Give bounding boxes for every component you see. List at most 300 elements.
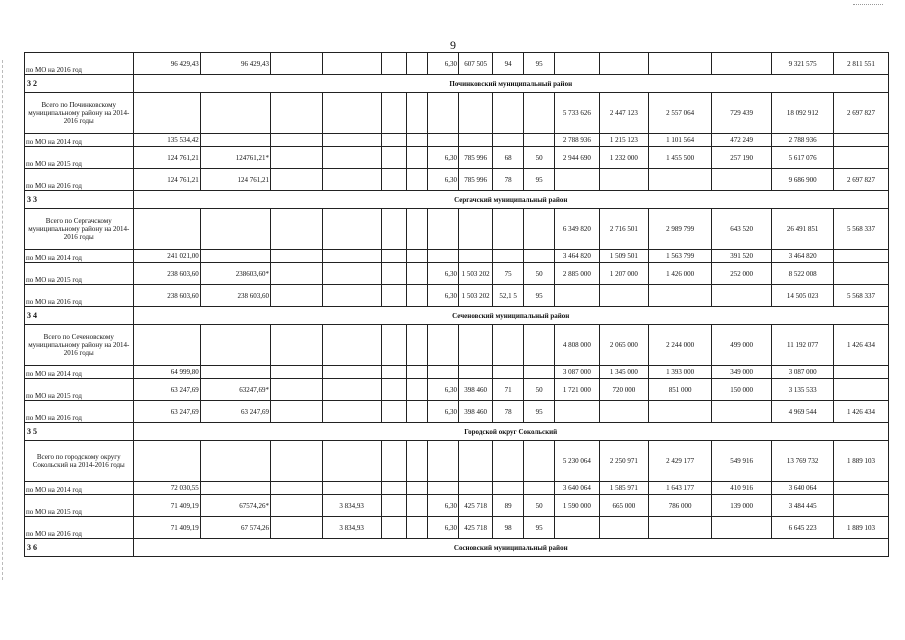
empty-cell [200, 93, 270, 134]
cell-v1: 241 021,00 [133, 250, 200, 263]
total-c13: 2 244 000 [649, 325, 712, 366]
cell-c10 [524, 482, 555, 495]
section-row [25, 307, 889, 325]
cell-v2: 67 574,26 [200, 517, 270, 539]
cell-c7 [428, 482, 459, 495]
total-c15: 26 491 851 [772, 209, 834, 250]
row-label: по МО на 2016 год [25, 285, 134, 307]
cell-c5 [381, 482, 407, 495]
total-c12: 2 716 501 [599, 209, 649, 250]
empty-cell [270, 209, 322, 250]
cell-c9: 94 [493, 53, 524, 75]
cell-c14: 410 916 [712, 482, 772, 495]
cell-c16: 1 426 434 [834, 401, 889, 423]
empty-cell [493, 209, 524, 250]
total-c16: 1 426 434 [834, 325, 889, 366]
section-title: Сосновский муниципальный район [133, 539, 888, 557]
total-c12: 2 250 971 [599, 441, 649, 482]
cell-c9: 71 [493, 379, 524, 401]
cell-c12 [599, 53, 649, 75]
cell-c6 [407, 169, 428, 191]
total-c14: 499 000 [712, 325, 772, 366]
cell-c12 [599, 517, 649, 539]
empty-cell [428, 441, 459, 482]
cell-c11: 2 885 000 [555, 263, 599, 285]
cell-c7: 6,30 [428, 263, 459, 285]
cell-c11: 1 721 000 [555, 379, 599, 401]
section-title: Сергачский муниципальный район [133, 191, 888, 209]
cell-c14 [712, 169, 772, 191]
cell-c6 [407, 134, 428, 147]
cell-c11 [555, 401, 599, 423]
section-row [25, 191, 889, 209]
empty-cell [322, 325, 381, 366]
row-label: по МО на 2014 год [25, 250, 134, 263]
empty-cell [407, 325, 428, 366]
table-row [25, 263, 889, 285]
total-c15: 11 192 077 [772, 325, 834, 366]
row-label: по МО на 2016 год [25, 169, 134, 191]
cell-c16: 2 697 827 [834, 169, 889, 191]
cell-c4: 3 834,93 [322, 495, 381, 517]
cell-v2: 124761,21* [200, 147, 270, 169]
cell-c12 [599, 401, 649, 423]
cell-c14: 391 520 [712, 250, 772, 263]
cell-v1: 135 534,42 [133, 134, 200, 147]
cell-c6 [407, 263, 428, 285]
cell-c10: 95 [524, 53, 555, 75]
cell-c9: 89 [493, 495, 524, 517]
cell-c15: 2 788 936 [772, 134, 834, 147]
total-row [25, 441, 889, 482]
cell-c16: 1 889 103 [834, 517, 889, 539]
cell-c12: 665 000 [599, 495, 649, 517]
cell-c6 [407, 147, 428, 169]
section-title: Сеченовский муниципальный район [133, 307, 888, 325]
empty-cell [428, 93, 459, 134]
cell-c9: 68 [493, 147, 524, 169]
cell-c14: 252 000 [712, 263, 772, 285]
empty-cell [493, 325, 524, 366]
cell-c6 [407, 482, 428, 495]
cell-c5 [381, 263, 407, 285]
cell-c14: 139 000 [712, 495, 772, 517]
section-row [25, 539, 889, 557]
cell-c7: 6,30 [428, 379, 459, 401]
cell-c9 [493, 482, 524, 495]
total-c14: 729 439 [712, 93, 772, 134]
cell-c15: 4 969 544 [772, 401, 834, 423]
cell-c11 [555, 517, 599, 539]
empty-cell [270, 441, 322, 482]
cell-c4 [322, 401, 381, 423]
cell-c10 [524, 250, 555, 263]
cell-c6 [407, 379, 428, 401]
cell-c10 [524, 366, 555, 379]
cell-c7: 6,30 [428, 401, 459, 423]
cell-c12: 720 000 [599, 379, 649, 401]
total-c15: 18 092 912 [772, 93, 834, 134]
row-label: по МО на 2014 год [25, 482, 134, 495]
section-row [25, 423, 889, 441]
cell-c12: 1 509 501 [599, 250, 649, 263]
table-row [25, 517, 889, 539]
cell-c13 [649, 401, 712, 423]
cell-c4 [322, 482, 381, 495]
table-row [25, 482, 889, 495]
total-c16: 1 889 103 [834, 441, 889, 482]
cell-c8: 785 996 [459, 147, 493, 169]
total-c14: 643 520 [712, 209, 772, 250]
cell-v1: 71 409,19 [133, 517, 200, 539]
cell-c8: 1 503 202 [459, 285, 493, 307]
cell-c3 [270, 263, 322, 285]
empty-cell [524, 325, 555, 366]
total-c12: 2 447 123 [599, 93, 649, 134]
cell-v1: 96 429,43 [133, 53, 200, 75]
cell-c6 [407, 401, 428, 423]
cell-c12: 1 215 123 [599, 134, 649, 147]
cell-v2: 238 603,60 [200, 285, 270, 307]
cell-c6 [407, 495, 428, 517]
cell-v1: 64 999,80 [133, 366, 200, 379]
cell-c15: 6 645 223 [772, 517, 834, 539]
total-c11: 4 808 000 [555, 325, 599, 366]
cell-c13 [649, 53, 712, 75]
cell-c11 [555, 53, 599, 75]
cell-c4 [322, 285, 381, 307]
cell-c13 [649, 285, 712, 307]
cell-c15: 9 686 900 [772, 169, 834, 191]
total-label: Всего по городскому округу Сокольский на 2014-2016 годы [25, 441, 134, 482]
section-code: 3 3 [25, 191, 134, 209]
cell-c7: 6,30 [428, 517, 459, 539]
cell-v1: 238 603,60 [133, 285, 200, 307]
table-row [25, 169, 889, 191]
total-row [25, 93, 889, 134]
cell-c15: 9 321 575 [772, 53, 834, 75]
cell-c9: 75 [493, 263, 524, 285]
cell-c5 [381, 250, 407, 263]
cell-v2: 63247,69* [200, 379, 270, 401]
cell-c6 [407, 285, 428, 307]
section-code: 3 5 [25, 423, 134, 441]
empty-cell [322, 209, 381, 250]
cell-c16 [834, 366, 889, 379]
cell-c4 [322, 169, 381, 191]
cell-c5 [381, 147, 407, 169]
scan-left-edge [2, 60, 3, 580]
cell-v2: 96 429,43 [200, 53, 270, 75]
section-title: Починковский муниципальный район [133, 75, 888, 93]
cell-v1: 124 761,21 [133, 147, 200, 169]
cell-c16: 2 811 551 [834, 53, 889, 75]
cell-v1: 124 761,21 [133, 169, 200, 191]
cell-c9: 78 [493, 401, 524, 423]
empty-cell [200, 209, 270, 250]
total-c11: 6 349 820 [555, 209, 599, 250]
cell-c8: 398 460 [459, 401, 493, 423]
total-label: Всего по Сеченовскому муниципальному району на 2014-2016 годы [25, 325, 134, 366]
section-title: Городской округ Сокольский [133, 423, 888, 441]
cell-c16 [834, 147, 889, 169]
empty-cell [428, 209, 459, 250]
table-row [25, 379, 889, 401]
cell-c4 [322, 366, 381, 379]
empty-cell [459, 209, 493, 250]
cell-c7: 6,30 [428, 53, 459, 75]
row-label: по МО на 2015 год [25, 147, 134, 169]
cell-v1: 63 247,69 [133, 379, 200, 401]
cell-c16: 5 568 337 [834, 285, 889, 307]
cell-c11 [555, 285, 599, 307]
cell-c16 [834, 134, 889, 147]
cell-c8 [459, 482, 493, 495]
cell-c12: 1 585 971 [599, 482, 649, 495]
empty-cell [322, 441, 381, 482]
cell-c5 [381, 53, 407, 75]
cell-c4 [322, 147, 381, 169]
cell-v2 [200, 250, 270, 263]
empty-cell [524, 441, 555, 482]
page-number: 9 [450, 38, 456, 52]
cell-c12: 1 345 000 [599, 366, 649, 379]
cell-c3 [270, 495, 322, 517]
cell-c14: 472 249 [712, 134, 772, 147]
cell-v1: 72 030,55 [133, 482, 200, 495]
empty-cell [459, 325, 493, 366]
cell-c6 [407, 366, 428, 379]
cell-c13 [649, 169, 712, 191]
cell-c8: 1 503 202 [459, 263, 493, 285]
cell-c15: 3 640 064 [772, 482, 834, 495]
cell-c8 [459, 134, 493, 147]
section-code: 3 2 [25, 75, 134, 93]
row-label: по МО на 2016 год [25, 401, 134, 423]
cell-c10: 95 [524, 517, 555, 539]
total-label: Всего по Починковскому муниципальному району на 2014-2016 годы [25, 93, 134, 134]
cell-c13: 1 101 564 [649, 134, 712, 147]
section-row [25, 75, 889, 93]
cell-c7 [428, 134, 459, 147]
cell-c9: 98 [493, 517, 524, 539]
cell-v2 [200, 366, 270, 379]
cell-c5 [381, 366, 407, 379]
total-c13: 2 557 064 [649, 93, 712, 134]
cell-c7: 6,30 [428, 495, 459, 517]
empty-cell [381, 441, 407, 482]
empty-cell [459, 93, 493, 134]
empty-cell [381, 209, 407, 250]
empty-cell [524, 209, 555, 250]
empty-cell [407, 441, 428, 482]
cell-c3 [270, 250, 322, 263]
table-row [25, 366, 889, 379]
cell-c13 [649, 517, 712, 539]
cell-c14 [712, 285, 772, 307]
total-c13: 2 429 177 [649, 441, 712, 482]
cell-c7 [428, 366, 459, 379]
table-row [25, 401, 889, 423]
empty-cell [459, 441, 493, 482]
empty-cell [428, 325, 459, 366]
cell-c6 [407, 53, 428, 75]
empty-cell [133, 325, 200, 366]
cell-c16 [834, 379, 889, 401]
cell-v1: 238 603,60 [133, 263, 200, 285]
empty-cell [322, 93, 381, 134]
cell-c9 [493, 366, 524, 379]
row-label: по МО на 2016 год [25, 517, 134, 539]
total-c13: 2 989 799 [649, 209, 712, 250]
cell-c3 [270, 379, 322, 401]
cell-v1: 71 409,19 [133, 495, 200, 517]
cell-c13: 786 000 [649, 495, 712, 517]
cell-c13: 1 643 177 [649, 482, 712, 495]
cell-c5 [381, 134, 407, 147]
total-row [25, 209, 889, 250]
cell-c10: 95 [524, 401, 555, 423]
row-label: по МО на 2016 год [25, 53, 134, 75]
cell-c7: 6,30 [428, 147, 459, 169]
cell-c9 [493, 134, 524, 147]
cell-c11: 3 087 000 [555, 366, 599, 379]
empty-cell [493, 441, 524, 482]
cell-c9: 78 [493, 169, 524, 191]
cell-c8: 785 996 [459, 169, 493, 191]
cell-c14: 349 000 [712, 366, 772, 379]
total-c12: 2 065 000 [599, 325, 649, 366]
cell-c9 [493, 250, 524, 263]
empty-cell [524, 93, 555, 134]
cell-c10: 95 [524, 169, 555, 191]
cell-v2 [200, 134, 270, 147]
cell-c8 [459, 366, 493, 379]
cell-v2: 238603,60* [200, 263, 270, 285]
cell-c13: 1 455 500 [649, 147, 712, 169]
cell-c14: 257 190 [712, 147, 772, 169]
total-c11: 5 733 626 [555, 93, 599, 134]
total-row [25, 325, 889, 366]
cell-c12: 1 232 000 [599, 147, 649, 169]
cell-c12 [599, 285, 649, 307]
cell-c10: 50 [524, 147, 555, 169]
cell-c15: 3 087 000 [772, 366, 834, 379]
cell-c10: 50 [524, 263, 555, 285]
cell-c13: 1 393 000 [649, 366, 712, 379]
cell-c3 [270, 169, 322, 191]
cell-c5 [381, 401, 407, 423]
cell-c14: 150 000 [712, 379, 772, 401]
total-c14: 549 916 [712, 441, 772, 482]
cell-c4 [322, 53, 381, 75]
empty-cell [270, 325, 322, 366]
table-row [25, 495, 889, 517]
table-row [25, 285, 889, 307]
cell-c4: 3 834,93 [322, 517, 381, 539]
row-label: по МО на 2014 год [25, 134, 134, 147]
cell-c8: 398 460 [459, 379, 493, 401]
cell-c4 [322, 263, 381, 285]
cell-c15: 14 505 023 [772, 285, 834, 307]
empty-cell [407, 93, 428, 134]
empty-cell [407, 209, 428, 250]
section-code: 3 6 [25, 539, 134, 557]
cell-c13: 1 563 799 [649, 250, 712, 263]
cell-c5 [381, 379, 407, 401]
table-row [25, 134, 889, 147]
empty-cell [133, 441, 200, 482]
cell-c12: 1 207 000 [599, 263, 649, 285]
cell-c6 [407, 517, 428, 539]
cell-c4 [322, 250, 381, 263]
cell-c3 [270, 517, 322, 539]
cell-c7: 6,30 [428, 169, 459, 191]
cell-c10: 50 [524, 379, 555, 401]
cell-c3 [270, 53, 322, 75]
cell-c3 [270, 366, 322, 379]
cell-c8: 425 718 [459, 517, 493, 539]
cell-c16 [834, 482, 889, 495]
cell-c13: 1 426 000 [649, 263, 712, 285]
cell-c6 [407, 250, 428, 263]
cell-c5 [381, 169, 407, 191]
cell-c16 [834, 495, 889, 517]
total-c11: 5 230 064 [555, 441, 599, 482]
cell-c10: 50 [524, 495, 555, 517]
cell-c3 [270, 134, 322, 147]
cell-c8: 425 718 [459, 495, 493, 517]
cell-c11: 3 464 820 [555, 250, 599, 263]
cell-c3 [270, 147, 322, 169]
cell-c12 [599, 169, 649, 191]
cell-c11: 3 640 064 [555, 482, 599, 495]
cell-c8: 607 505 [459, 53, 493, 75]
empty-cell [200, 325, 270, 366]
cell-c11 [555, 169, 599, 191]
cell-c5 [381, 517, 407, 539]
cell-c15: 3 484 445 [772, 495, 834, 517]
cell-v2 [200, 482, 270, 495]
cell-c14 [712, 517, 772, 539]
cell-c9: 52,1 5 [493, 285, 524, 307]
cell-c15: 8 522 008 [772, 263, 834, 285]
empty-cell [381, 93, 407, 134]
cell-c7 [428, 250, 459, 263]
table-row [25, 250, 889, 263]
cell-c4 [322, 379, 381, 401]
empty-cell [270, 93, 322, 134]
cell-c11: 2 944 690 [555, 147, 599, 169]
cell-c15: 3 135 533 [772, 379, 834, 401]
cell-c14 [712, 401, 772, 423]
cell-c3 [270, 285, 322, 307]
table-row [25, 53, 889, 75]
cell-v2: 67574,26* [200, 495, 270, 517]
cell-c15: 5 617 076 [772, 147, 834, 169]
cell-c8 [459, 250, 493, 263]
cell-v2: 63 247,69 [200, 401, 270, 423]
empty-cell [133, 93, 200, 134]
total-c16: 5 568 337 [834, 209, 889, 250]
cell-c16 [834, 263, 889, 285]
cell-c10 [524, 134, 555, 147]
total-c15: 13 769 732 [772, 441, 834, 482]
cell-c15: 3 464 820 [772, 250, 834, 263]
scan-corner-marks [853, 4, 883, 5]
cell-c4 [322, 134, 381, 147]
cell-v2: 124 761,21 [200, 169, 270, 191]
